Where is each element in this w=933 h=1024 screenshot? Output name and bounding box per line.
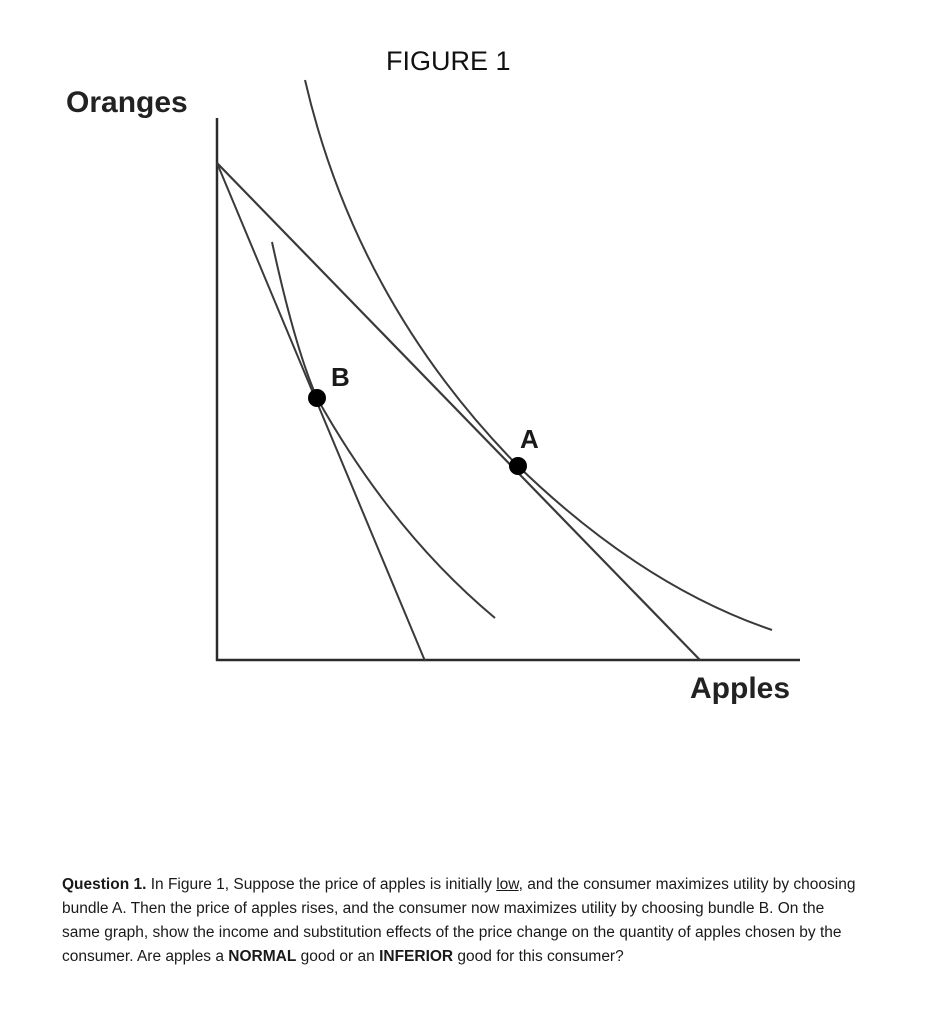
question-lead: Question 1. bbox=[62, 876, 147, 893]
bundle-b-point bbox=[308, 389, 326, 407]
bundle-a-label: A bbox=[520, 424, 539, 454]
x-axis-label: Apples bbox=[690, 672, 791, 705]
question-text bbox=[62, 873, 862, 969]
question-text-part-2: , and the consumer maximizes utility by choosing bundle A. Then the price of apples rises, and the consumer now maximizes utility by choosing bundle B. On the same graph, show the income and substitution effects of the price change on the quantity of apples chosen by the consumer. Are apples a bbox=[62, 876, 856, 965]
question-text-part-1: In Figure 1, Suppose the price of apples is initially bbox=[146, 876, 497, 893]
indifference-curve-high bbox=[305, 80, 772, 630]
question-low-word: low bbox=[496, 876, 519, 893]
y-axis-label: Oranges bbox=[66, 86, 188, 119]
figure-title: FIGURE 1 bbox=[386, 46, 511, 76]
bundle-a-point bbox=[509, 457, 527, 475]
question-text-part-3: good or an bbox=[296, 948, 380, 965]
question-normal-word: NORMAL bbox=[228, 948, 297, 965]
bundle-b-label: B bbox=[331, 362, 350, 392]
budget-line-after-price-rise bbox=[217, 163, 425, 661]
question-inferior-word: INFERIOR bbox=[379, 948, 454, 965]
question-text-part-4: good for this consumer? bbox=[453, 948, 624, 965]
